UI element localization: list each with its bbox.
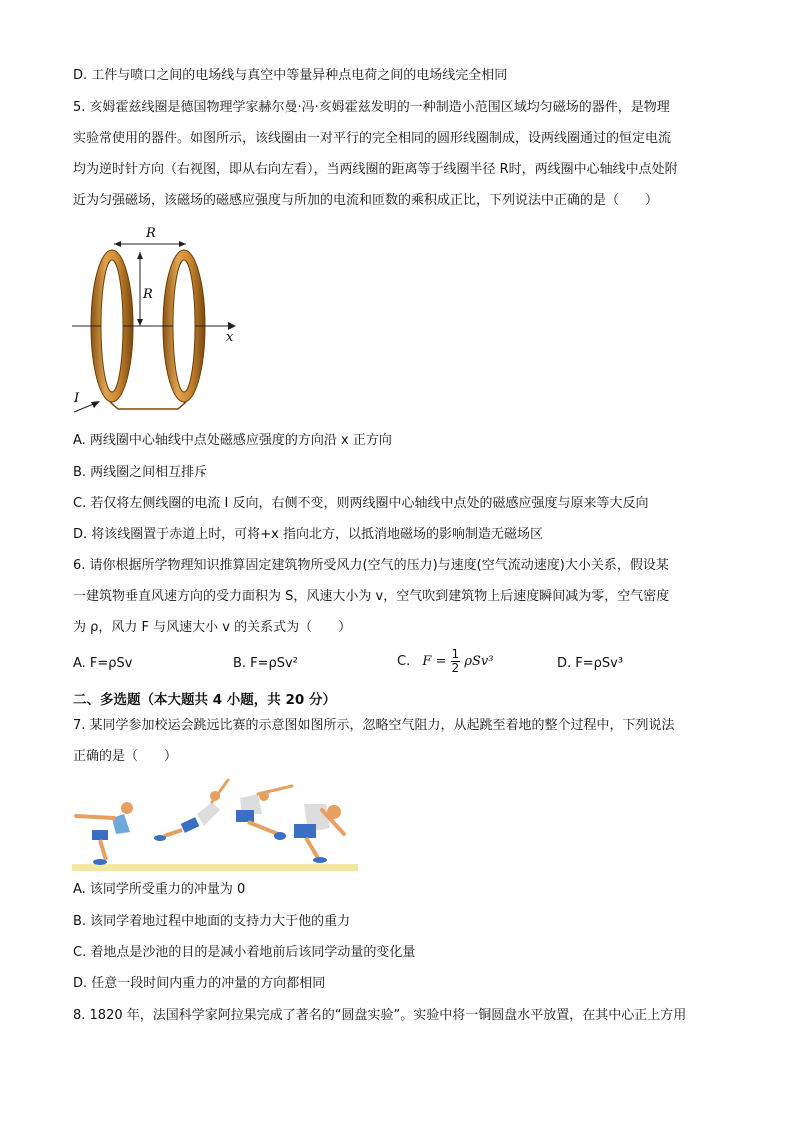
q5-stem-line-1: 5. 亥姆霍兹线圈是德国物理学家赫尔曼·冯·亥姆霍兹发明的一种制造小范围区域均匀磁场的器件，是物理 [73, 100, 670, 115]
jumper-hang [236, 786, 292, 840]
label-i: I [74, 391, 80, 406]
q6-option-c-fraction [451, 648, 461, 675]
q6-option-c-prefix: C. [397, 654, 411, 669]
fraction-denominator: 2 [451, 661, 460, 675]
label-r-mid: R [143, 287, 153, 302]
helmholtz-coil-figure [70, 222, 245, 418]
q5-option-a: A. 两线圈中心轴线中点处磁感应强度的方向沿 x 正方向 [73, 433, 392, 448]
label-r-top: R [146, 226, 156, 241]
jumper-flight [154, 780, 228, 841]
q7-option-b: B. 该同学着地过程中地面的支持力大于他的重力 [73, 914, 351, 929]
q6-stem-line-3: 为 ρ，风力 F 与风速大小 v 的关系式为（ ） [73, 620, 352, 635]
q7-stem-line-2: 正确的是（ ） [73, 749, 178, 764]
q5-stem-line-3: 均为逆时针方向（右视图，即从右向左看），当两线圈的距离等于线圈半径 R时，两线圈中心轴线中点处附 [73, 162, 678, 177]
q6-stem-line-2: 一建筑物垂直风速方向的受力面积为 S，风速大小为 v，空气吹到建筑物上后速度瞬间减为零，空气密度 [73, 589, 670, 604]
long-jump-figure [72, 774, 360, 874]
section-heading-multiple-choice: 二、多选题（本大题共 4 小题，共 20 分） [73, 692, 336, 708]
jumper-takeoff [76, 802, 133, 865]
q7-option-c: C. 着地点是沙池的目的是减小着地前后该同学动量的变化量 [73, 945, 416, 960]
q6-option-c-rhs: ρSv³ [464, 654, 494, 669]
jumper-landing [294, 804, 344, 863]
q5-option-b: B. 两线圈之间相互排斥 [73, 465, 208, 480]
q5-stem-line-4: 近为匀强磁场，该磁场的磁感应强度与所加的电流和匝数的乘积成正比，下列说法中正确的是（ ） [73, 193, 659, 208]
q8-stem-line-1: 8. 1820 年，法国科学家阿拉果完成了著名的“圆盘实验”。实验中将一铜圆盘水平放置，在其中心正上方用 [73, 1008, 687, 1023]
q7-option-d: D. 任意一段时间内重力的冲量的方向都相同 [73, 976, 326, 991]
q5-option-c: C. 若仅将左侧线圈的电流 I 反向，右侧不变，则两线圈中心轴线中点处的磁感应强度与原来等大反向 [73, 496, 649, 511]
q6-option-b: B. F=ρSv² [233, 656, 298, 671]
q7-stem-line-1: 7. 某同学参加校运会跳远比赛的示意图如图所示，忽略空气阻力，从起跳至着地的整个过程中，下列说法 [73, 718, 675, 733]
q6-option-d: D. F=ρSv³ [557, 656, 624, 671]
q5-stem-line-2: 实验常使用的器件。如图所示，该线圈由一对平行的完全相同的圆形线圈制成，设两线圈通过的恒定电流 [73, 131, 672, 146]
q5-option-d: D. 将该线圈置于赤道上时，可将+x 指向北方，以抵消地磁场的影响制造无磁场区 [73, 527, 543, 542]
q6-stem-line-1: 6. 请你根据所学物理知识推算固定建筑物所受风力(空气的压力)与速度(空气流动速度)大小关系，假设某 [73, 558, 669, 573]
fraction-numerator: 1 [451, 647, 460, 661]
q4-option-d: D. 工件与喷口之间的电场线与真空中等量异种点电荷之间的电场线完全相同 [73, 68, 508, 83]
q7-option-a: A. 该同学所受重力的冲量为 0 [73, 882, 246, 897]
q6-option-c [397, 648, 493, 675]
q6-option-c-lhs: F = [422, 654, 447, 669]
label-x: x [226, 330, 234, 345]
q6-option-a: A. F=ρSv [73, 656, 133, 671]
